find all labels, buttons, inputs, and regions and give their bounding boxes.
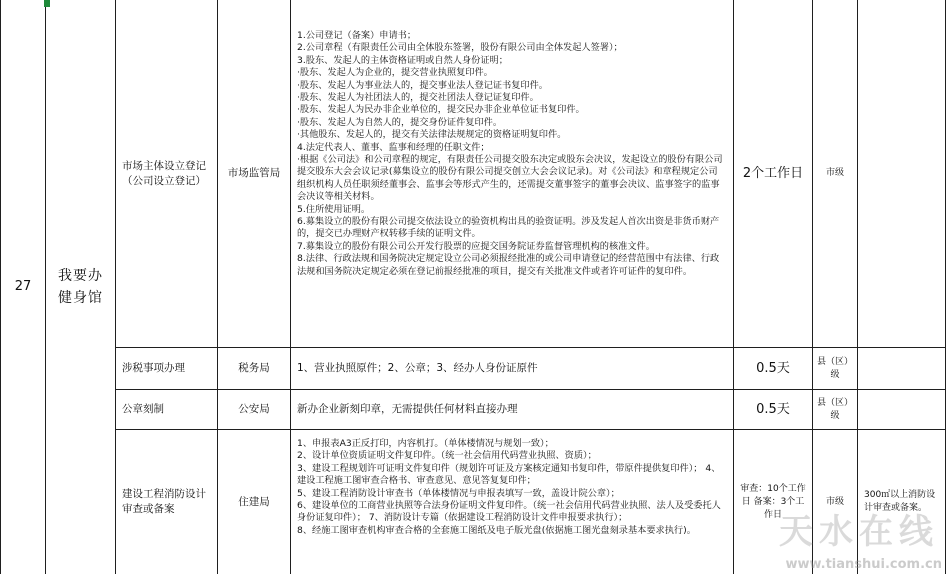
watermark-url: www.tianshui.com.cn — [785, 557, 942, 572]
material-item: 1、申报表A3正反打印，内容机打。（单体楼情况与规划一致）； — [297, 438, 554, 449]
task-name — [116, 348, 217, 389]
note — [858, 430, 945, 574]
row-number — [1, 0, 45, 574]
department — [218, 348, 290, 389]
time-limit — [734, 430, 812, 574]
materials-list — [297, 154, 725, 278]
note — [858, 0, 945, 347]
material-item: ·股东、发起人为企业的，提交营业执照复印件。 — [297, 67, 493, 79]
material-item: ·股东、发起人为社团法人的，提交社团法人登记证复印件。 — [297, 92, 539, 104]
material-item: ·根据《公司法》和公司章程的规定，有限责任公司提交股东决定或股东会决议，发起设立的股份有限公司提交股东大会会议记录(募集设立的股份有限公司提交创立大会会议记录)。对《公司法》和章程规定公司组织机构人员任职须经董事会、监事会等形式产生的，还需提交董事签字的董事会决议、监事签字的监事会决议等相关材料。 — [297, 154, 723, 203]
department — [218, 390, 290, 429]
task-name — [116, 390, 217, 429]
material-item: 3、建设工程规划许可证明文件复印件（规划许可证及方案核定通知书复印件，带原件提供复印件）； 4、建设工程施工图审查合格书、审查意见、意见答复复印件； — [297, 462, 721, 487]
note-text: 300㎡以上消防设计审查或备案。 — [864, 490, 936, 513]
material-item: 7.募集设立的股份有限公司公开发行股票的应提交国务院证券监督管理机构的核准文件。 — [297, 240, 655, 252]
note — [858, 390, 945, 429]
task-name-text: 建设工程消防设计审查或备案 — [122, 488, 206, 515]
department-text: 税务局 — [238, 362, 270, 374]
material-item: 2、设计单位资质证明文件复印件。（统一社会信用代码营业执照、资质）； — [297, 450, 597, 462]
task-name-text: 涉税事项办理 — [122, 362, 185, 374]
material-item: 6、建设单位的工商营业执照等合法身份证明文件复印件。（统一社会信用代码营业执照、法人及受委托人身份证复印件）； 7、消防设计专篇（依据建设工程消防设计文件申报要求执行）； — [297, 500, 721, 524]
time-limit — [734, 390, 812, 429]
service-level-text: 县（区）级 — [816, 397, 853, 421]
material-item: 5、建设工程消防设计审查书（单体楼情况与申报表填写一致，盖设计院公章）； — [297, 487, 620, 499]
materials-list — [297, 30, 727, 154]
materials — [291, 0, 733, 347]
time-limit-text: 0.5天 — [756, 360, 790, 376]
material-item: ·其他股东、发起人的，提交有关法律法规规定的资格证明复印件。 — [297, 129, 567, 141]
materials — [291, 348, 733, 389]
material-item: ·股东、发起人为自然人的，提交身份证件复印件。 — [297, 116, 503, 128]
material-item: ·股东、发起人为事业法人的，提交事业法人登记证书复印件。 — [297, 79, 548, 91]
department-text: 公安局 — [238, 403, 270, 415]
material-item: 1.公司登记（备案）申请书； — [297, 30, 417, 41]
department-text: 住建局 — [238, 495, 270, 508]
row-number-text: 27 — [14, 279, 32, 294]
item-name-text: 我要办健身馆 — [58, 268, 103, 306]
material-item: 新办企业新刻印章，无需提供任何材料直接办理 — [297, 403, 518, 415]
material-item: 6.募集设立的股份有限公司提交依法设立的验资机构出具的验资证明。涉及发起人首次出资是非货币财产的，提交已办理财产权转移手续的证明文件。 — [297, 216, 720, 240]
service-level — [813, 430, 857, 574]
materials — [291, 430, 733, 574]
materials-list — [297, 438, 727, 537]
time-limit-text: 2个工作日 — [742, 165, 804, 181]
service-level-text: 市级 — [825, 168, 844, 178]
material-item: 8、经施工图审查机构审查合格的全套施工图纸及电子版光盘(依据施工图光盘刻录基本要求执行)。 — [297, 524, 696, 536]
service-level-text: 市级 — [825, 496, 844, 507]
department-text: 市场监管局 — [227, 167, 281, 179]
materials — [291, 390, 733, 429]
task-name — [116, 430, 217, 574]
grid-line — [945, 0, 946, 574]
time-limit-text: 0.5天 — [756, 401, 790, 417]
service-level-text: 县（区）级 — [816, 356, 853, 380]
task-name-text: 公章刻制 — [122, 403, 164, 415]
department — [218, 430, 290, 574]
service-level — [813, 390, 857, 429]
item-name — [46, 0, 115, 574]
material-item: 2.公司章程（有限责任公司由全体股东签署，股份有限公司由全体发起人签署）； — [297, 42, 623, 54]
time-limit-text: 审查：10个工作日 备案：3个工作日 — [740, 483, 806, 520]
service-level — [813, 0, 857, 347]
material-item: 1、营业执照原件；2、公章；3、经办人身份证原件 — [297, 362, 538, 374]
task-name — [116, 0, 217, 347]
service-level — [813, 348, 857, 389]
material-item: 4.法定代表人、董事、监事和经理的任职文件； — [297, 141, 490, 153]
material-item: ·股东、发起人为民办非企业单位的，提交民办非企业单位证书复印件。 — [297, 104, 585, 116]
task-name-text: 市场主体设立登记（公司设立登记） — [122, 159, 206, 187]
time-limit — [734, 348, 812, 389]
material-item: 3.股东、发起人的主体资格证明或自然人身份证明； — [297, 54, 508, 66]
time-limit — [734, 0, 812, 347]
material-item: 8.法律、行政法规和国务院决定规定设立公司必须报经批准的或公司申请登记的经营范围中有法律、行政法规和国务院决定规定必须在登记前报经批准的项目，提交有关批准文件或者许可证件的复印件。 — [297, 253, 720, 277]
department — [218, 0, 290, 347]
note — [858, 348, 945, 389]
watermark-text: 天水在线 — [779, 511, 939, 552]
material-item: 5.住所使用证明。 — [297, 203, 371, 215]
